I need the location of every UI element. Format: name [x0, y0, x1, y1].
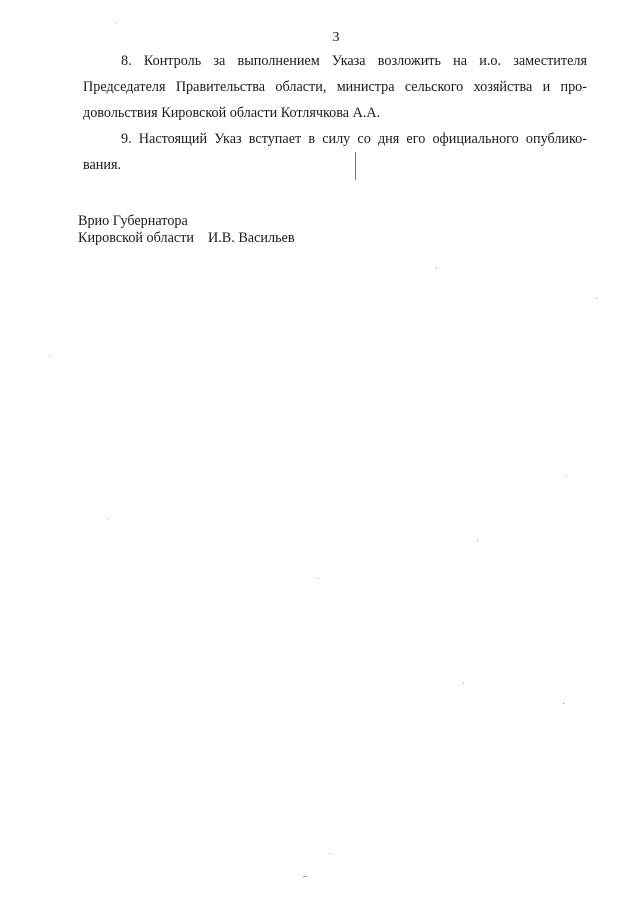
- paragraph-8-line-2: Председателя Правительства области, министра сельского хозяйства и про-: [83, 79, 587, 95]
- paragraph-8: [83, 48, 587, 126]
- scan-speck: [329, 853, 330, 854]
- scan-speck: [303, 876, 307, 877]
- signature-position-region: Кировской области: [78, 230, 194, 246]
- signature-name: И.В. Васильев: [208, 230, 295, 246]
- scan-speck: [566, 475, 567, 476]
- signature-position-line-1: Врио Губернатора: [78, 213, 188, 229]
- scan-speck: [436, 268, 437, 269]
- paragraph-8-line-3: довольствия Кировской области Котлячкова А.А.: [83, 105, 381, 121]
- signature-block: [78, 213, 295, 247]
- scan-speck: [463, 683, 464, 684]
- paragraph-8-line-1: 8. Контроль за выполнением Указа возложить на и.о. заместителя: [121, 53, 587, 69]
- scan-speck: [596, 298, 597, 299]
- signature-position-line-2: [78, 230, 295, 247]
- paragraph-9-line-1: 9. Настоящий Указ вступает в силу со дня его официального опублико-: [121, 131, 587, 147]
- scan-speck: [563, 703, 564, 704]
- scan-speck: [318, 578, 319, 579]
- scan-mark: [355, 152, 356, 180]
- scan-speck: [49, 356, 50, 357]
- paragraph-9: [83, 126, 587, 178]
- paragraph-9-line-2: вания.: [83, 157, 122, 173]
- scan-speck: [477, 540, 478, 541]
- scan-speck: [108, 518, 109, 519]
- page-number: 3: [332, 30, 340, 45]
- scan-speck: [115, 22, 116, 23]
